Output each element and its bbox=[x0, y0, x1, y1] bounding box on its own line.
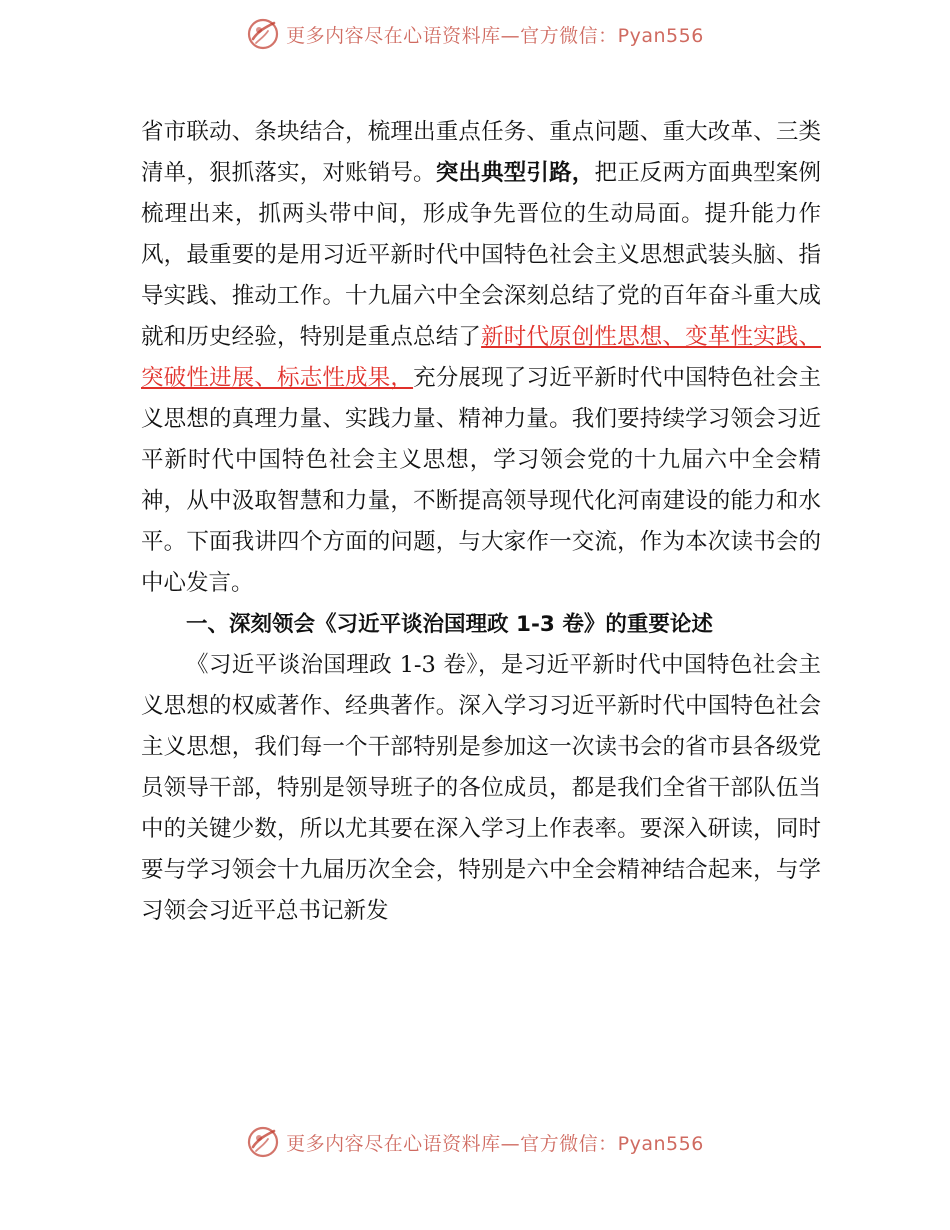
paragraph-section-body: 《习近平谈治国理政 1-3 卷》，是习近平新时代中国特色社会主义思想的权威著作、经典著作。深入学习习近平新时代中国特色社会主义思想，我们每一个干部特别是参加这一次读书会的省市县各级党员领导干部，特别是领导班子的各位成员，都是我们全省干部队伍当中的关键少数，所以尤其要在深入学习上作表率。要深入研读，同时要与学习领会十九届历次全会，特别是六中全会精神结合起来，与学习领会习近平总书记新发 bbox=[141, 652, 821, 924]
paragraph-intro bbox=[141, 112, 821, 604]
document-body bbox=[141, 112, 821, 932]
brush-logo-icon bbox=[246, 1125, 280, 1159]
watermark-group bbox=[246, 17, 704, 51]
watermark-text: 更多内容尽在心语资料库—官方微信：Pyan556 bbox=[286, 1132, 704, 1155]
paragraph-text: 充分展现了习近平新时代中国特色社会主义思想的真理力量、实践力量、精神力量。我们要持续学习领会习近平新时代中国特色社会主义思想，学习领会党的十九届六中全会精神，从中汲取智慧和力量，不断提高领导现代化河南建设的能力和水平。下面我讲四个方面的问题，与大家作一交流，作为本次读书会的中心发言。 bbox=[141, 365, 821, 596]
highlighted-phrase: 新时代原创性思想、变革性实践、突破性进展、标志性成果， bbox=[141, 324, 821, 391]
paragraph-text: 省市联动、条块结合，梳理出重点任务、重点问题、重大改革、三类清单，狠抓落实，对账销号。 bbox=[141, 119, 821, 186]
bold-phrase: 突出典型引路， bbox=[435, 160, 595, 186]
brush-logo-icon bbox=[246, 17, 280, 51]
section-heading: 一、深刻领会《习近平谈治国理政 1-3 卷》的重要论述 bbox=[186, 612, 713, 637]
watermark-banner-top bbox=[0, 14, 950, 54]
paragraph-text: 把正反两方面典型案例梳理出来，抓两头带中间，形成争先晋位的生动局面。提升能力作风，最重要的是用习近平新时代中国特色社会主义思想武装头脑、指导实践、推动工作。十九届六中全会深刻总结了党的百年奋斗重大成就和历史经验，特别是重点总结了 bbox=[141, 160, 821, 350]
watermark-text: 更多内容尽在心语资料库—官方微信：Pyan556 bbox=[286, 24, 704, 47]
watermark-group bbox=[246, 1125, 704, 1159]
watermark-banner-bottom bbox=[0, 1122, 950, 1162]
